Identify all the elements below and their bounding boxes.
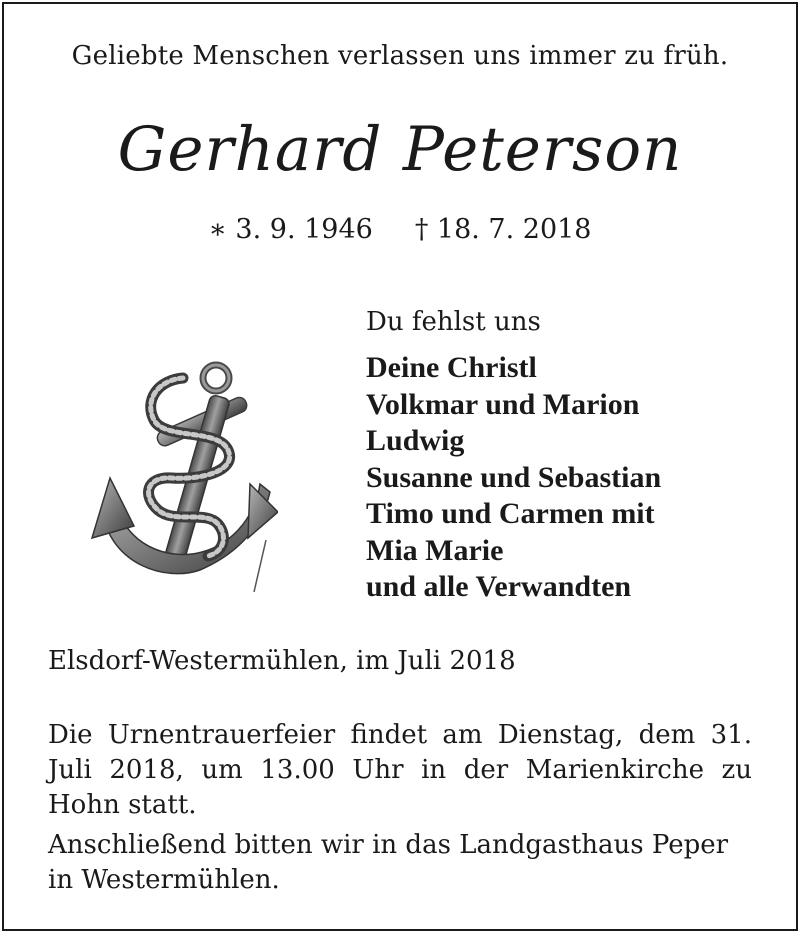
mourner-line: Volkmar und Marion [366, 387, 640, 421]
death-date: † 18. 7. 2018 [414, 214, 592, 245]
mourner-line: Mia Marie [366, 533, 504, 567]
afterwards-text: Anschließend bitten wir in das Landgasthaus Peper in Westermühlen. [48, 830, 729, 895]
motto-line: Geliebte Menschen verlassen uns immer zu früh. [71, 41, 729, 71]
place-date: Elsdorf-Westermühlen, im Juli 2018 [48, 646, 516, 676]
mourners-list [366, 350, 661, 606]
mourner-line: und alle Verwandten [366, 570, 632, 603]
mourner-line: Deine Christl [366, 351, 537, 384]
anchor-icon [88, 360, 278, 592]
ceremony-text: Die Urnentrauerfeier findet am Dienstag, dem 31. Juli 2018, um 13.00 Uhr in der Marienkirche zu Hohn statt. [48, 720, 752, 820]
deceased-name: Gerhard Peterson [117, 114, 683, 185]
missing-line: Du fehlst uns [366, 307, 541, 337]
birth-date: ∗ 3. 9. 1946 [208, 214, 373, 245]
mourner-line: Timo und Carmen mit [366, 497, 655, 530]
mourner-line: Ludwig [366, 424, 465, 457]
mourner-line: Susanne und Sebastian [366, 460, 662, 494]
life-dates [0, 212, 800, 248]
